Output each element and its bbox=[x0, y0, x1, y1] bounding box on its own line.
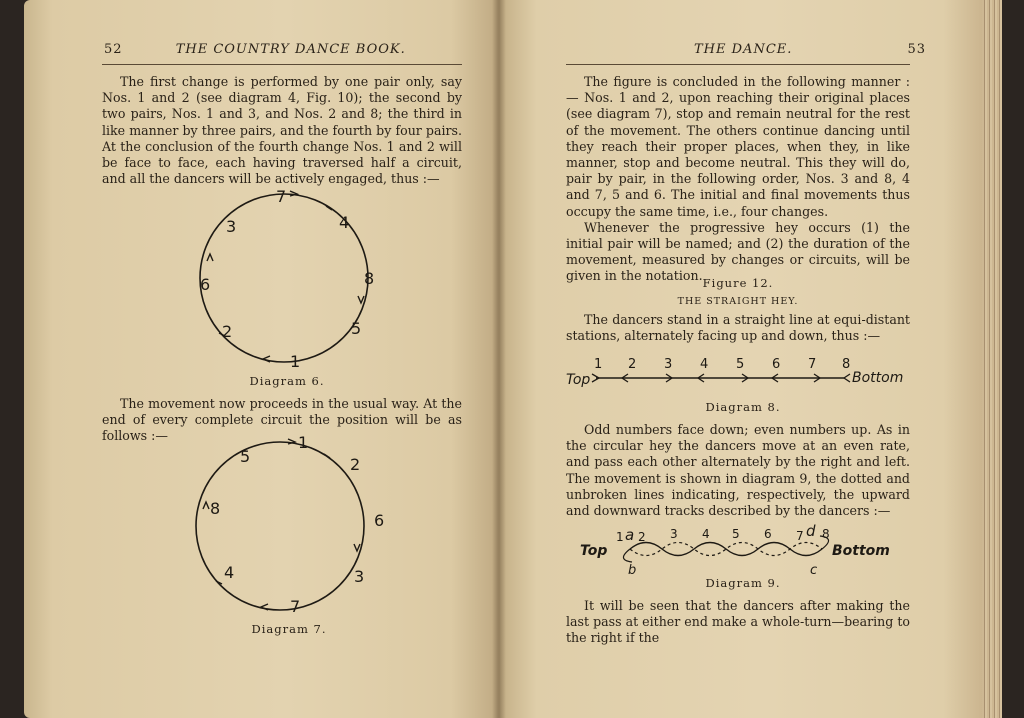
diagram-8-num-2: 2 bbox=[628, 357, 637, 372]
diagram-6-label-1: 7 bbox=[276, 187, 287, 206]
diagram-7-caption: Diagram 7. bbox=[251, 622, 327, 636]
diagram-8-num-5: 5 bbox=[736, 357, 745, 372]
diagram-7-label-4: 3 bbox=[354, 567, 365, 586]
diagram-9-num-4: 4 bbox=[702, 527, 710, 541]
figure-12-subtitle: THE STRAIGHT HEY. bbox=[677, 296, 799, 307]
diagram-9-top-label: Top bbox=[580, 543, 608, 559]
diagram-6-label-3: 8 bbox=[364, 269, 375, 288]
diagram-9-bottom-label: Bottom bbox=[832, 543, 890, 559]
right-text-block bbox=[566, 74, 910, 285]
diagram-8-num-6: 6 bbox=[772, 357, 781, 372]
diagram-7-label-6: 4 bbox=[224, 563, 235, 582]
left-running-head bbox=[104, 42, 406, 57]
book-gutter bbox=[492, 0, 506, 718]
right-paragraph-3: The dancers stand in a straight line at equi-distant stations, alternately facing up and down, thus :— bbox=[566, 312, 910, 344]
diagram-7-label-5: 7 bbox=[290, 597, 301, 616]
diagram-6-label-5: 1 bbox=[290, 352, 301, 371]
diagram-6-label-8: 3 bbox=[226, 217, 237, 236]
diagram-7-label-8: 5 bbox=[240, 447, 251, 466]
diagram-6-label-7: 6 bbox=[200, 275, 211, 294]
diagram-9-caption: Diagram 9. bbox=[705, 576, 781, 590]
diagram-8 bbox=[564, 350, 914, 396]
right-page bbox=[498, 0, 982, 718]
diagram-8-num-4: 4 bbox=[700, 357, 709, 372]
right-text-block-2 bbox=[566, 312, 910, 344]
diagram-7-label-7: 8 bbox=[210, 499, 221, 518]
diagram-6-label-4: 5 bbox=[351, 319, 362, 338]
diagram-8-num-1: 1 bbox=[594, 357, 603, 372]
right-running-title: THE DANCE. bbox=[694, 42, 793, 57]
diagram-7-label-1: 1 bbox=[298, 434, 309, 452]
diagram-9-num-3: 3 bbox=[670, 527, 678, 541]
right-paragraph-1: The figure is concluded in the following manner :— Nos. 1 and 2, upon reaching their original places (see diagram 7), stop and remain neutral for the rest of the movement. The others continue dancing until they reach their proper places, when they, in like manner, stop and become neutral. This they will do, pair by pair, in the following order, Nos. 3 and 8, 4 and 7, 5 and 6. The initial and final movements thus occupy the same time, i.e., four changes. bbox=[566, 74, 910, 219]
right-text-block-3 bbox=[566, 422, 910, 519]
left-paragraph-1: The first change is performed by one pair only, say Nos. 1 and 2 (see diagram 4, Fig. 10); the second by two pairs, Nos. 1 and 3, and Nos. 2 and 8; the third in like manner by three pairs, and the fourth by four pairs. At the conclusion of the fourth change Nos. 1 and 2 will be face to face, each having traversed half a circuit, and all the dancers will be actively engaged, thus :— bbox=[102, 74, 462, 187]
left-text-block bbox=[102, 74, 462, 187]
diagram-9-num-1: 1 bbox=[616, 530, 624, 544]
diagram-9-num-8: 8 bbox=[822, 527, 830, 541]
diagram-8-bottom-label: Bottom bbox=[852, 370, 904, 386]
right-page-number: 53 bbox=[907, 42, 927, 57]
diagram-6-label-2: 4 bbox=[339, 213, 350, 232]
diagram-8-num-7: 7 bbox=[808, 357, 817, 372]
diagram-9-letter-b: b bbox=[628, 563, 637, 576]
diagram-9-letter-d: d bbox=[806, 524, 816, 540]
diagram-8-top-label: Top bbox=[566, 372, 591, 388]
diagram-6 bbox=[184, 186, 384, 372]
left-header-rule bbox=[102, 64, 462, 65]
diagram-9 bbox=[578, 524, 898, 576]
figure-12-title: Figure 12. bbox=[702, 276, 774, 290]
left-page bbox=[24, 0, 498, 718]
right-paragraph-4: Odd numbers face down; even numbers up. As in the circular hey the dancers move at an even rate, and pass each other alternately by the right and left. The movement is shown in diagram 9, the dotted and unbroken lines indicating, respectively, the upward and downward tracks described by the dancers :— bbox=[566, 422, 910, 519]
diagram-9-num-7: 7 bbox=[796, 529, 804, 543]
diagram-9-letter-c: c bbox=[810, 563, 818, 576]
left-page-number: 52 bbox=[104, 42, 123, 57]
right-text-block-4 bbox=[566, 598, 910, 647]
diagram-9-letter-a: a bbox=[625, 526, 635, 544]
diagram-9-num-5: 5 bbox=[732, 527, 740, 541]
diagram-8-num-8: 8 bbox=[842, 357, 851, 372]
diagram-9-num-6: 6 bbox=[764, 527, 772, 541]
left-running-title: THE COUNTRY DANCE BOOK. bbox=[175, 42, 406, 57]
diagram-8-caption: Diagram 8. bbox=[705, 400, 781, 414]
page-edges bbox=[982, 0, 1002, 718]
diagram-6-label-6: 2 bbox=[222, 322, 233, 341]
diagram-7-label-3: 6 bbox=[374, 511, 384, 530]
diagram-9-num-2: 2 bbox=[638, 530, 646, 544]
right-paragraph-5: It will be seen that the dancers after making the last pass at either end make a whole-turn—bearing to the right if the bbox=[566, 598, 910, 646]
right-paragraph-2: Whenever the progressive hey occurs (1) the initial pair will be named; and (2) the duration of the movement, measured by changes or circuits, will be given in the notation. bbox=[566, 219, 910, 284]
diagram-6-caption: Diagram 6. bbox=[249, 374, 325, 388]
diagram-7-label-2: 2 bbox=[350, 455, 361, 474]
diagram-8-num-3: 3 bbox=[664, 357, 673, 372]
right-running-head bbox=[694, 42, 926, 57]
left-paragraph-2: The movement now proceeds in the usual way. At the end of every complete circuit the position will be as follows :— bbox=[102, 396, 462, 444]
right-header-rule bbox=[566, 64, 910, 65]
diagram-7 bbox=[184, 434, 384, 620]
